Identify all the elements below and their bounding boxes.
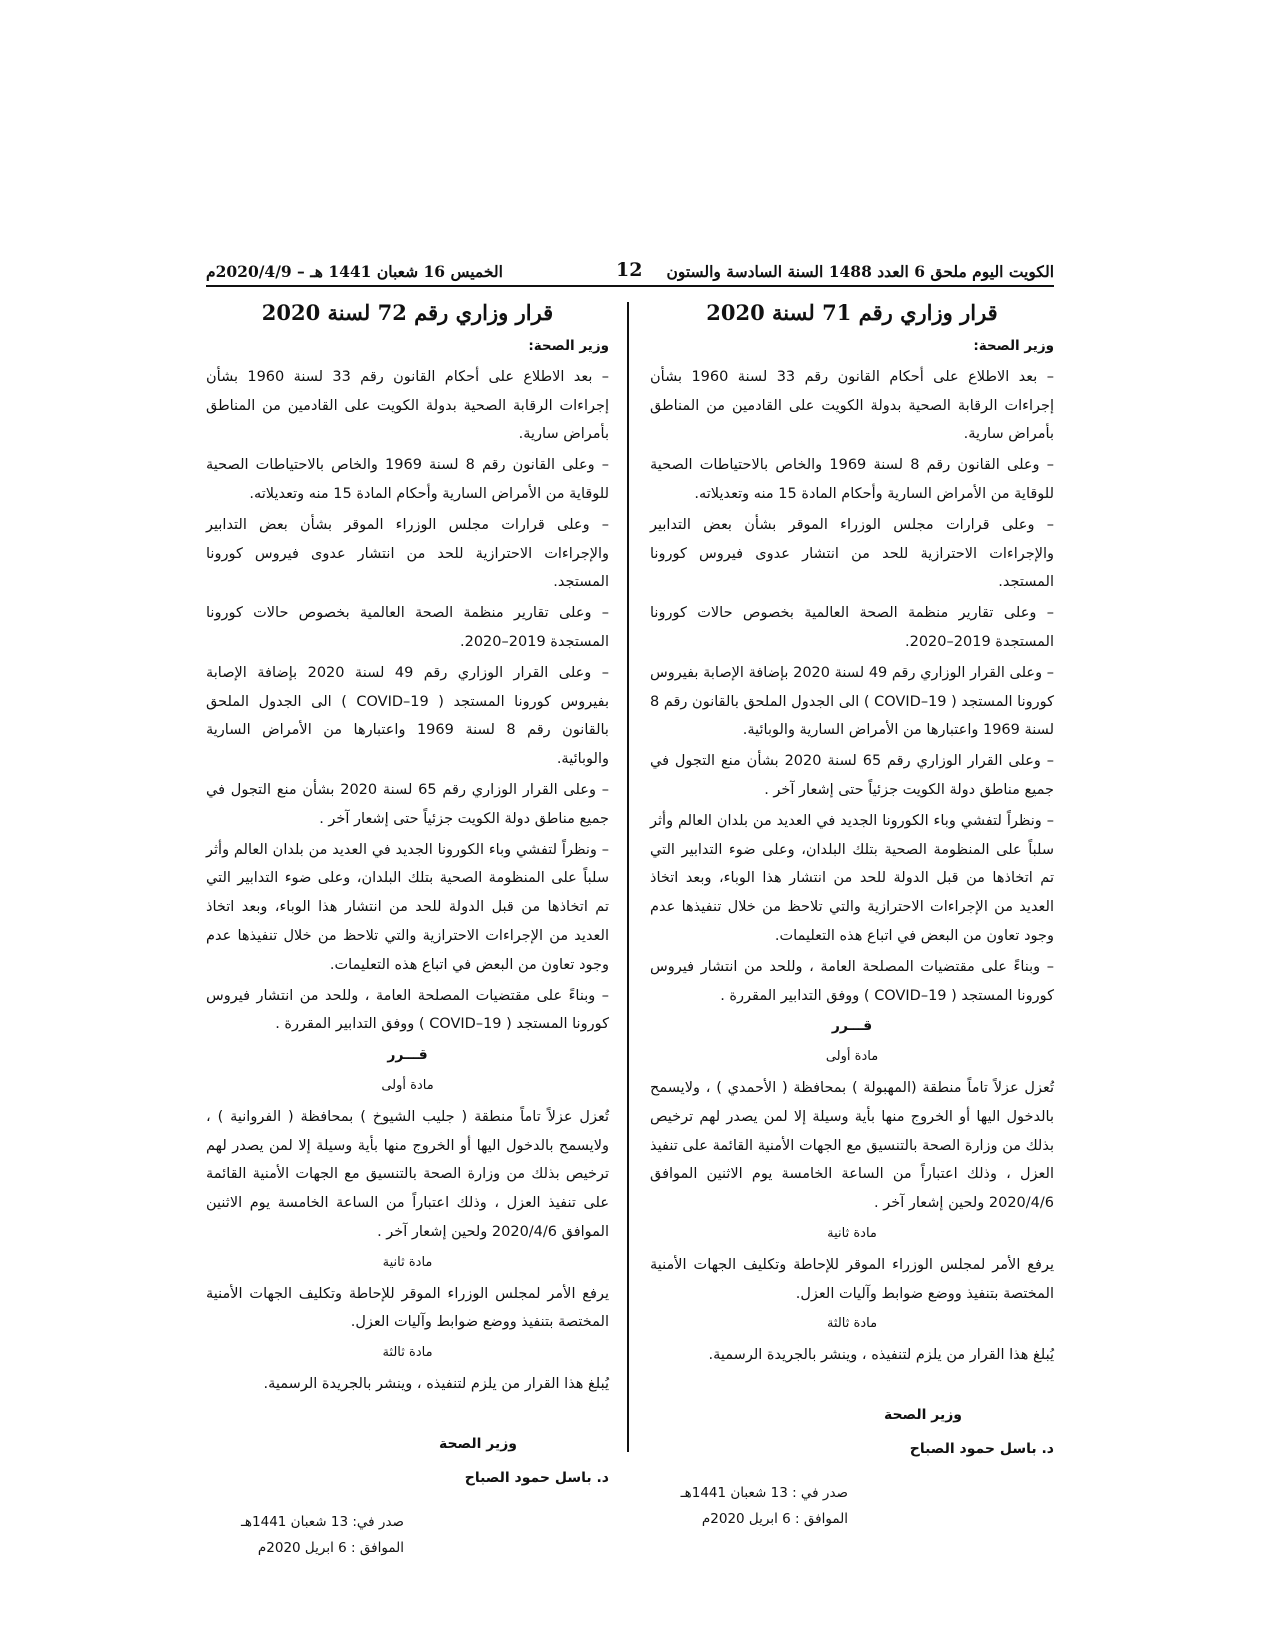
decree-72-paragraph: – وعلى قرارات مجلس الوزراء الموقر بشأن بعض التدابير والإجراءات الاحترازية للحد من انتشار عدوى فيروس كورونا المستجد.	[206, 516, 609, 591]
column-divider	[627, 302, 629, 1452]
decree-72-decides: قـــرر	[387, 1047, 428, 1064]
decree-71-issue-date	[650, 1480, 1054, 1532]
decree-71-article-2: يرفع الأمر لمجلس الوزراء الموقر للإحاطة وتكليف الجهات الأمنية المختصة بتنفيذ ووضع ضوابط وآليات العزل.	[650, 1256, 1054, 1302]
decree-71-paragraph: – وعلى القرار الوزاري رقم 49 لسنة 2020 بإضافة الإصابة بفيروس كورونا المستجد ( COVID–19 ) الى الجدول الملحق بالقانون رقم 8 لسنة 1969 واعتبارها من الأمراض السارية والوبائية.	[650, 664, 1055, 739]
decree-71-paragraph: – وبناءً على مقتضيات المصلحة العامة ، وللحد من انتشار فيروس كورونا المستجد ( COVID–19 ) ووفق التدابير المقررة .	[650, 958, 1054, 1004]
decree-72-article-3-head: مادة ثالثة	[382, 1345, 433, 1361]
decree-72-paragraph: – وعلى القانون رقم 8 لسنة 1969 والخاص بالاحتياطات الصحية للوقاية من الأمراض السارية وأحكام المادة 15 منه وتعديلاته.	[206, 457, 609, 502]
decree-71-article-1: تُعزل عزلاً تاماً منطقة (المهبولة ) بمحافظة ( الأحمدي ) ، ولايسمح بالدخول اليها أو الخروج منها بأية وسيلة إلا لمن يصدر لهم ترخيص بذلك من وزارة الصحة بالتنسيق مع الجهات الأمنية القائمة على تنفيذ العزل ، وذلك اعتباراً من الساعة الخامسة يوم الاثنين الموافق 2020/4/6 ولحين إشعار آخر .	[650, 1079, 1054, 1212]
decree-71-paragraph: – وعلى قرارات مجلس الوزراء الموقر بشأن بعض التدابير والإجراءات الاحترازية للحد من انتشار عدوى فيروس كورونا المستجد.	[650, 516, 1054, 591]
decree-72-article-2-head: مادة ثانية	[382, 1254, 433, 1270]
issue-date: الخميس 16 شعبان 1441 هـ – 2020/4/9م	[206, 261, 503, 281]
page-number: 12	[616, 259, 643, 281]
decree-71-signature-title: وزير الصحة	[883, 1406, 962, 1423]
decree-72-paragraph: – وعلى القرار الوزاري رقم 65 لسنة 2020 بشأن منع التجول في جميع مناطق دولة الكويت جزئياً حتى إشعار آخر .	[206, 781, 609, 827]
decree-71-article-3-head: مادة ثالثة	[826, 1316, 878, 1332]
decree-72-issued-hijri: صدر في: 13 شعبان 1441هـ	[240, 1513, 404, 1530]
decree-71-article-3: يُبلغ هذا القرار من يلزم لتنفيذه ، وينشر بالجريدة الرسمية.	[708, 1347, 1054, 1364]
decree-72-paragraph: – ونظراً لتفشي وباء الكورونا الجديد في العديد من بلدان العالم وأثر سلباً على المنظومة الصحية بتلك البلدان، وعلى ضوء التدابير التي تم اتخاذها من قبل الدولة للحد من انتشار هذا الوباء، وبعد اتخاذ العديد من الإجراءات الاحترازية والتي تلاحظ من خلال تنفيذها عدم وجود تعاون من البعض في اتباع هذه التعليمات.	[206, 841, 609, 973]
decree-72-paragraph: – بعد الاطلاع على أحكام القانون رقم 33 لسنة 1960 بشأن إجراءات الرقابة الصحية بدولة الكويت على القادمين من المناطق بأمراض سارية.	[206, 368, 609, 443]
decree-71-issued-gregorian: الموافق : 6 ابريل 2020م	[701, 1510, 848, 1527]
decree-71-signature-name: د. باسل حمود الصباح	[909, 1440, 1054, 1457]
page-header	[206, 257, 1054, 287]
decree-71-paragraph: – وعلى القرار الوزاري رقم 65 لسنة 2020 بشأن منع التجول في جميع مناطق دولة الكويت جزئياً حتى إشعار آخر .	[650, 753, 1054, 798]
decree-72-minister: وزير الصحة:	[528, 338, 609, 354]
decree-72-article-1: تُعزل عزلاً تاماً منطقة ( جليب الشيوخ ) بمحافظة ( الفروانية ) ، ولايسمح بالدخول اليها أو الخروج منها بأية وسيلة إلا لمن يصدر لهم ترخيص بذلك من وزارة الصحة بالتنسيق مع الجهات الأمنية القائمة على تنفيذ العزل ، وذلك اعتباراً من الساعة الخامسة يوم الاثنين الموافق 2020/4/6 ولحين إشعار آخر .	[206, 1108, 609, 1240]
decree-72-article-2: يرفع الأمر لمجلس الوزراء الموقر للإحاطة وتكليف الجهات الأمنية المختصة بتنفيذ ووضع ضوابط وآليات العزل.	[206, 1285, 609, 1331]
decree-72-signature-name: د. باسل حمود الصباح	[464, 1469, 609, 1486]
issue-info: الكويت اليوم ملحق 6 العدد 1488 السنة السادسة والستون	[666, 261, 1054, 281]
decree-72-title: قرار وزاري رقم 72 لسنة 2020	[261, 300, 554, 325]
decree-71-paragraph: – وعلى القانون رقم 8 لسنة 1969 والخاص بالاحتياطات الصحية للوقاية من الأمراض السارية وأحكام المادة 15 منه وتعديلاته.	[650, 457, 1054, 502]
decree-71-paragraph: – بعد الاطلاع على أحكام القانون رقم 33 لسنة 1960 بشأن إجراءات الرقابة الصحية بدولة الكويت على القادمين من المناطق بأمراض سارية.	[650, 368, 1054, 443]
decree-71-article-2-head: مادة ثانية	[827, 1225, 877, 1241]
decree-72-paragraph: – وبناءً على مقتضيات المصلحة العامة ، وللحد من انتشار فيروس كورونا المستجد ( COVID–19 ) ووفق التدابير المقررة .	[206, 987, 609, 1033]
decree-72-column	[206, 296, 609, 1561]
decree-72-signature	[206, 1427, 609, 1495]
decree-71-paragraph: – ونظراً لتفشي وباء الكورونا الجديد في العديد من بلدان العالم وأثر سلباً على المنظومة الصحية بتلك البلدان، وعلى ضوء التدابير التي تم اتخاذها من قبل الدولة للحد من انتشار هذا الوباء، وبعد اتخاذ العديد من الإجراءات الاحترازية والتي تلاحظ من خلال تنفيذها عدم وجود تعاون من البعض في اتباع هذه التعليمات.	[650, 812, 1054, 944]
decree-71-paragraph: – وعلى تقارير منظمة الصحة العالمية بخصوص حالات كورونا المستجدة 2019–2020.	[650, 605, 1054, 650]
decree-72-issue-date	[206, 1509, 609, 1561]
decree-71-title: قرار وزاري رقم 71 لسنة 2020	[706, 300, 998, 325]
decree-72-article-3: يُبلغ هذا القرار من يلزم لتنفيذه ، وينشر بالجريدة الرسمية.	[263, 1375, 609, 1392]
decree-72-signature-title: وزير الصحة	[438, 1435, 517, 1452]
decree-71-signature	[650, 1398, 1054, 1466]
decree-71-column	[650, 296, 1054, 1532]
decree-72-issued-gregorian: الموافق : 6 ابريل 2020م	[257, 1539, 404, 1556]
decree-71-issued-hijri: صدر في : 13 شعبان 1441هـ	[680, 1484, 848, 1501]
decree-72-paragraph: – وعلى القرار الوزاري رقم 49 لسنة 2020 بإضافة الإصابة بفيروس كورونا المستجد ( COVID–19 ) الى الجدول الملحق بالقانون رقم 8 لسنة 1969 واعتبارها من الأمراض السارية والوبائية.	[206, 664, 609, 768]
decree-71-minister: وزير الصحة:	[973, 338, 1054, 354]
decree-72-paragraph: – وعلى تقارير منظمة الصحة العالمية بخصوص حالات كورونا المستجدة 2019–2020.	[206, 605, 609, 650]
decree-72-article-1-head: مادة أولى	[381, 1077, 434, 1093]
decree-71-decides: قـــرر	[831, 1018, 873, 1035]
decree-71-article-1-head: مادة أولى	[825, 1049, 879, 1065]
